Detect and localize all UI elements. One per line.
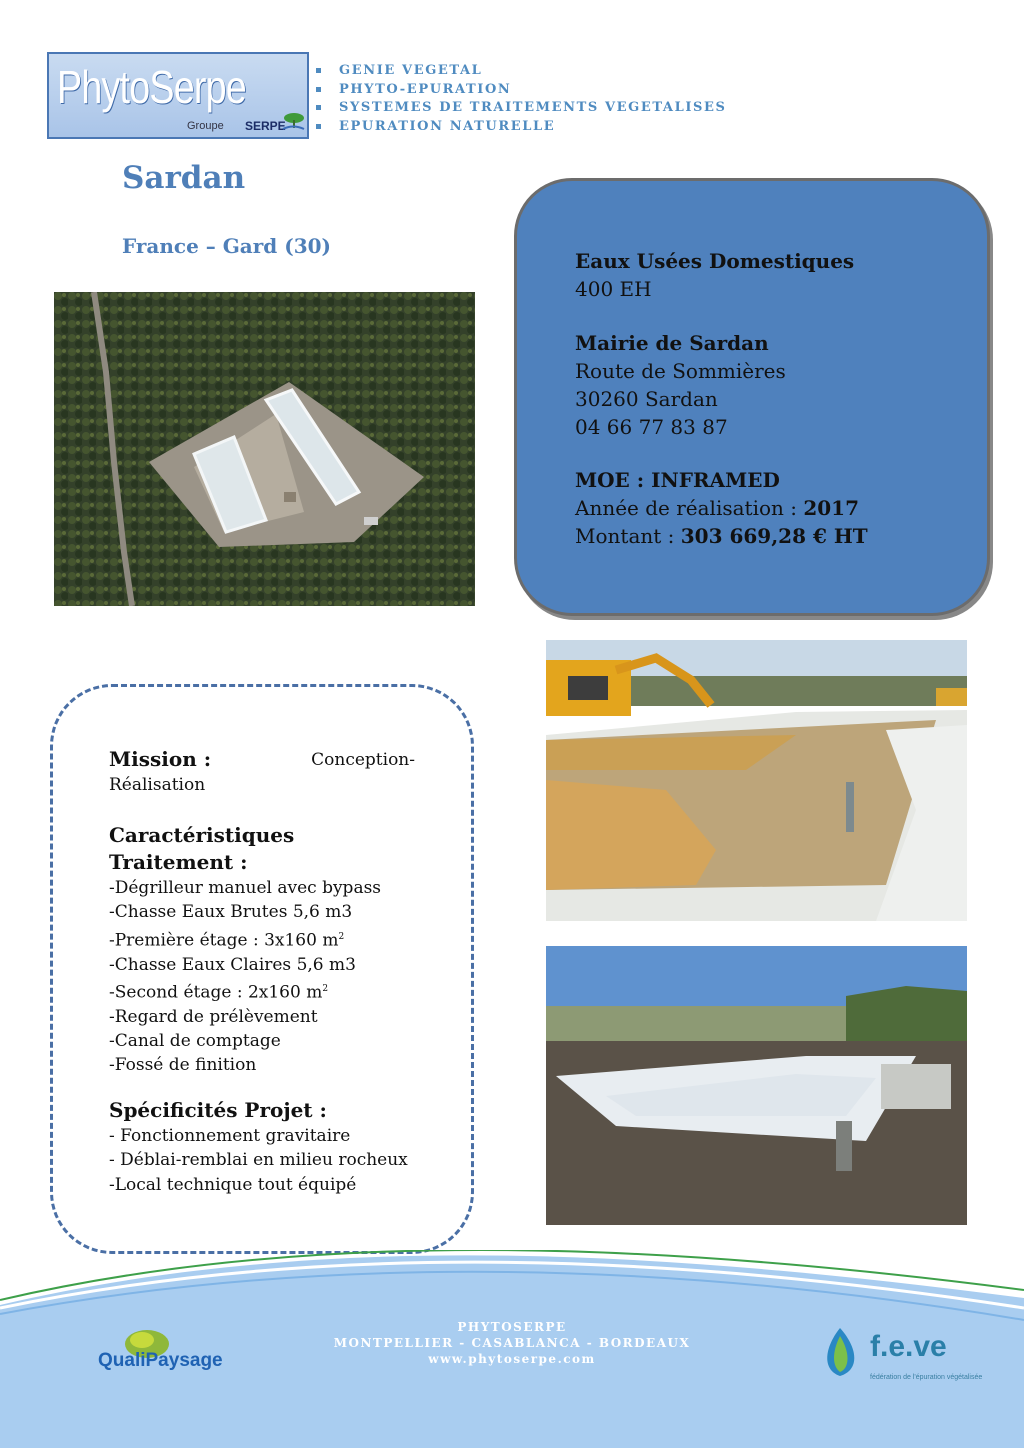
year-line: Année de réalisation : 2017 bbox=[575, 496, 860, 520]
service-item: PHYTO-EPURATION bbox=[316, 81, 727, 100]
services-list bbox=[316, 62, 727, 136]
list-item: -Chasse Eaux Brutes 5,6 m3 bbox=[109, 902, 353, 923]
mission-value: Conception- bbox=[311, 750, 415, 770]
list-item: -Regard de prélèvement bbox=[109, 1006, 318, 1027]
address-line1: Route de Sommières bbox=[575, 359, 786, 383]
list-item: - Fonctionnement gravitaire bbox=[109, 1126, 351, 1146]
bullet-icon bbox=[316, 87, 321, 92]
service-item: SYSTEMES DE TRAITEMENTS VEGETALISES bbox=[316, 99, 727, 118]
qualipaysage-logo bbox=[92, 1322, 232, 1400]
aerial-photo-illustration bbox=[54, 292, 475, 606]
logo-wordmark: PhytoSerpe bbox=[57, 61, 246, 113]
capacity-value: 400 EH bbox=[575, 277, 652, 301]
amount-line: Montant : 303 669,28 € HT bbox=[575, 524, 868, 548]
page-title: Sardan bbox=[122, 160, 246, 196]
effluent-block bbox=[575, 247, 854, 303]
feve-wordmark: f.e.ve bbox=[870, 1330, 947, 1363]
aerial-site-photo bbox=[54, 292, 475, 606]
list-item: -Fossé de finition bbox=[109, 1055, 257, 1076]
moe-block bbox=[575, 466, 868, 550]
bullet-icon bbox=[316, 68, 321, 73]
specifics-section bbox=[109, 1097, 408, 1197]
client-block bbox=[575, 329, 786, 441]
effluent-title: Eaux Usées Domestiques bbox=[575, 249, 855, 273]
address-line2: 30260 Sardan bbox=[575, 387, 718, 411]
specifics-title: Spécificités Projet : bbox=[109, 1098, 327, 1122]
qualipaysage-wordmark: QualiPaysage bbox=[98, 1350, 223, 1371]
list-item: -Dégrilleur manuel avec bypass bbox=[109, 878, 382, 898]
mission-label: Mission : bbox=[109, 747, 212, 771]
list-item: -Canal de comptage bbox=[109, 1031, 281, 1052]
logo-serpe-text: SERPE bbox=[245, 119, 286, 133]
liner-basin-photo bbox=[546, 946, 967, 1225]
page-subtitle: France – Gard (30) bbox=[122, 234, 331, 258]
mission-line bbox=[109, 746, 415, 797]
amount-value: 303 669,28 € HT bbox=[680, 524, 868, 548]
list-item: -Chasse Eaux Claires 5,6 m3 bbox=[109, 954, 356, 975]
list-item: -Second étage : 2x160 $m^2$ bbox=[109, 982, 329, 1003]
bullet-icon bbox=[316, 105, 321, 110]
excavation-photo bbox=[546, 640, 967, 921]
list-item: - Déblai-remblai en milieu rocheux bbox=[109, 1150, 408, 1171]
feve-logo bbox=[818, 1326, 988, 1388]
drop-leaf-icon bbox=[818, 1326, 862, 1378]
phone-number: 04 66 77 83 87 bbox=[575, 415, 728, 439]
footer-company: PHYTOSERPE bbox=[457, 1320, 567, 1334]
list-item: -Première étage : 3x160 $m^2$ bbox=[109, 930, 345, 951]
feve-tagline: fédération de l'épuration végétalisée bbox=[870, 1374, 983, 1381]
phytoserpe-logo bbox=[47, 52, 309, 139]
characteristics-section bbox=[109, 822, 381, 1078]
footer-cities: MONTPELLIER - CASABLANCA - BORDEAUX bbox=[333, 1336, 691, 1350]
logo-groupe-text: Groupe bbox=[187, 120, 224, 132]
project-info-card bbox=[514, 178, 990, 616]
year-value: 2017 bbox=[803, 496, 860, 520]
excavation-photo-illustration bbox=[546, 640, 967, 921]
bullet-icon bbox=[316, 124, 321, 129]
tree-icon bbox=[281, 112, 305, 130]
service-item: GENIE VEGETAL bbox=[316, 62, 727, 81]
mission-value-cont: Réalisation bbox=[109, 775, 206, 795]
moe-title: MOE : INFRAMED bbox=[575, 468, 780, 492]
footer-website[interactable]: www.phytoserpe.com bbox=[428, 1352, 596, 1366]
service-item: EPURATION NATURELLE bbox=[316, 118, 727, 137]
characteristics-title-2: Traitement : bbox=[109, 850, 248, 874]
liner-photo-illustration bbox=[546, 946, 967, 1225]
list-item: -Local technique tout équipé bbox=[109, 1174, 357, 1195]
client-title: Mairie de Sardan bbox=[575, 331, 769, 355]
characteristics-title-1: Caractéristiques bbox=[109, 823, 295, 847]
